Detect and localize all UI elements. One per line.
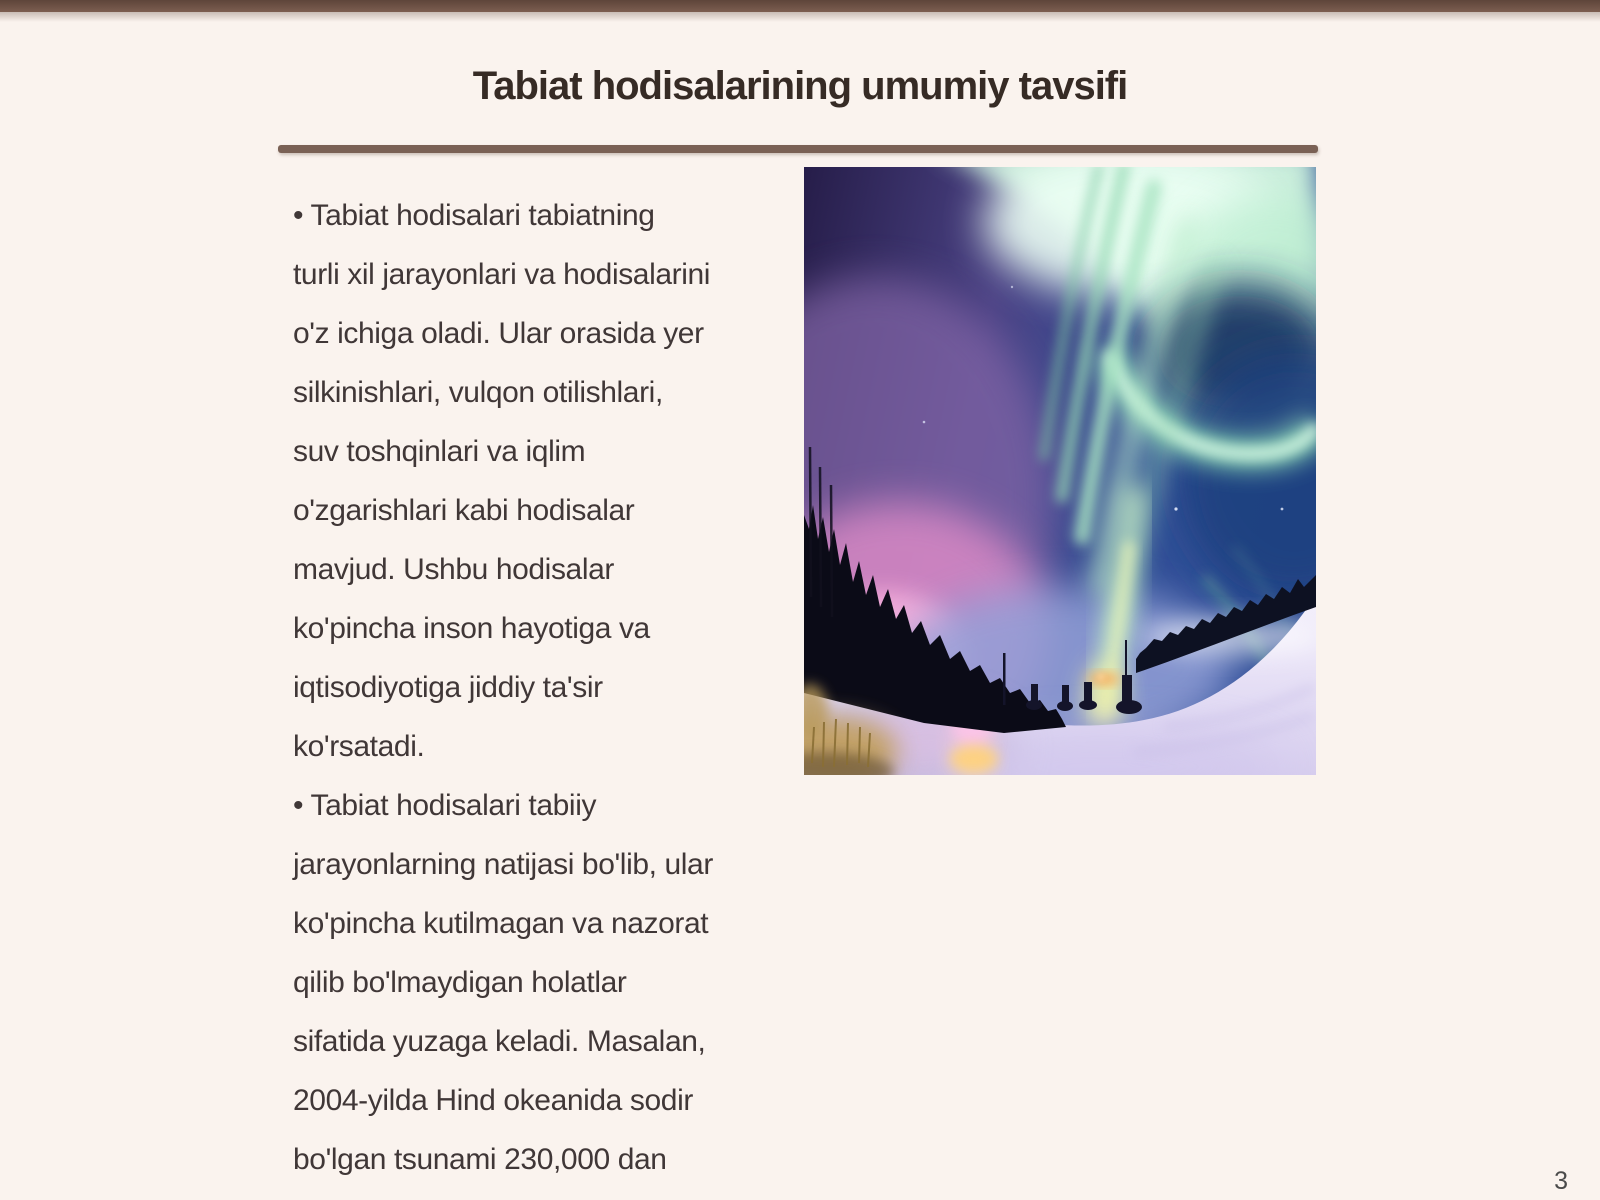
body-text-line: • Tabiat hodisalari tabiiy — [293, 789, 597, 822]
aurora-photo — [804, 167, 1316, 775]
body-text-line: ko'rsatadi. — [293, 730, 425, 763]
page-number: 3 — [1554, 1167, 1568, 1195]
body-text-line: o'z ichiga oladi. Ular orasida yer — [293, 317, 704, 350]
body-text-line: iqtisodiyotiga jiddiy ta'sir — [293, 671, 603, 704]
body-text-block — [293, 186, 783, 1189]
body-text-line: turli xil jarayonlari va hodisalarini — [293, 258, 711, 291]
body-text-line: 2004-yilda Hind okeanida sodir — [293, 1084, 693, 1117]
body-text-line: ko'pincha kutilmagan va nazorat — [293, 907, 709, 940]
body-text-line: jarayonlarning natijasi bo'lib, ular — [293, 848, 713, 881]
body-text-line: ko'pincha inson hayotiga va — [293, 612, 650, 645]
body-text-line: o'zgarishlari kabi hodisalar — [293, 494, 635, 527]
body-text-line: silkinishlari, vulqon otilishlari, — [293, 376, 663, 409]
body-text-line: sifatida yuzaga keladi. Masalan, — [293, 1025, 706, 1058]
body-text-line: suv toshqinlari va iqlim — [293, 435, 586, 468]
title-divider — [278, 145, 1318, 153]
body-text-line: bo'lgan tsunami 230,000 dan — [293, 1143, 667, 1176]
top-accent-bar — [0, 0, 1600, 12]
slide-title: Tabiat hodisalarining umumiy tavsifi — [472, 64, 1128, 108]
body-text-line: mavjud. Ushbu hodisalar — [293, 553, 614, 586]
aurora-photo-svg — [804, 167, 1316, 775]
body-text-line: qilib bo'lmaydigan holatlar — [293, 966, 627, 999]
body-text-line: • Tabiat hodisalari tabiatning — [293, 199, 655, 232]
